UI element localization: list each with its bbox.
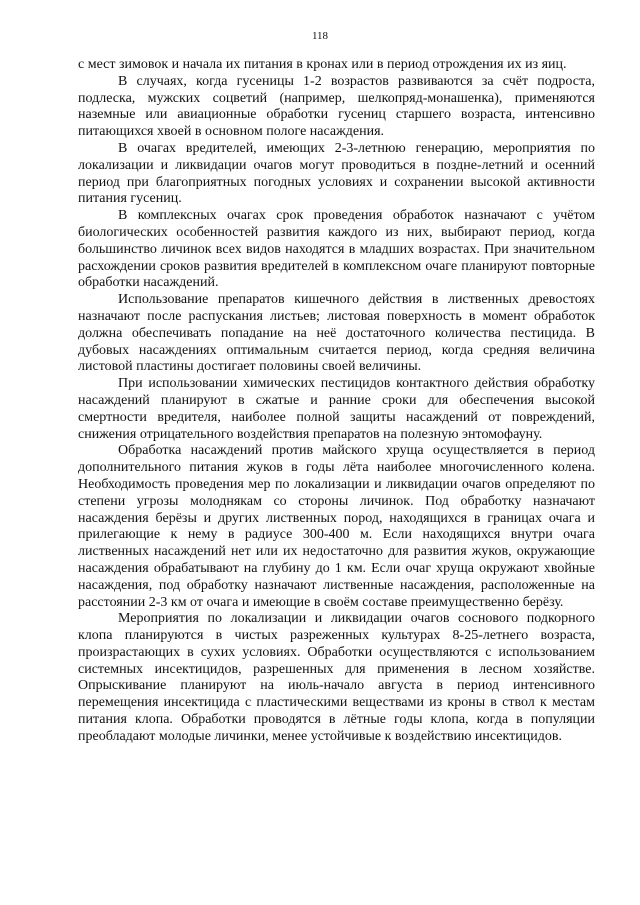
paragraph-6: При использовании химических пестицидов контактного действия обработку насаждений планируют в сжатые и ранние сроки для обеспечения высокой смертности вредителя, наиболее полной защиты насаждений от повреждений, снижения отрицательного воздействия препаратов на полезную энтомофауну. [78, 376, 595, 442]
paragraph-5: Использование препаратов кишечного действия в лиственных древостоях назначают после распускания листьев; листовая поверхность в момент обработок должна обеспечивать попадание на неё достаточного количества пестицида. В дубовых насаждениях оптимальным считается период, когда средняя величина листовой пластины достигает половины своей величины. [78, 292, 595, 375]
paragraph-3: В очагах вредителей, имеющих 2-3-летнюю генерацию, мероприятия по локализации и ликвидации очагов могут проводиться в поздне-летний и осенний период при благоприятных погодных условиях и сохранении высокой активности питания гусениц. [78, 140, 595, 207]
paragraph-2: В случаях, когда гусеницы 1-2 возрастов развиваются за счёт подроста, подлеска, мужских соцветий (например, шелкопряд-монашенка), применяются наземные или авиационные обработки гусениц старшего возраста, интенсивно питающихся хвоей в основном пологе насаждения. [78, 73, 595, 140]
body-text [78, 57, 595, 746]
page-number: 118 [311, 30, 329, 42]
paragraph-1: с мест зимовок и начала их питания в кронах или в период отрождения их из яиц. [78, 57, 567, 72]
paragraph-7: Обработка насаждений против майского хруща осуществляется в период дополнительного питания жуков в годы лёта наиболее многочисленного колена. Необходимость проведения мер по локализации и ликвидации очагов определяют по степени угрозы молоднякам со стороны личинок. Под обработку назначают насаждения берёзы и других лиственных пород, находящихся в границах очага и прилегающие к нему в радиусе 300-400 м. Если находящихся внутри очага лиственных насаждений нет или их недостаточно для развития жуков, окружающие насаждения обрабатывают на глубину до 1 км. Если очаг хруща окружают хвойные насаждения, под обработку назначают лиственные насаждения, расположенные на расстоянии 2-3 км от очага и имеющие в своём составе преимущественно берёзу. [78, 443, 595, 610]
paragraph-8: Мероприятия по локализации и ликвидации очагов соснового подкорного клопа планируются в чистых разреженных культурах 8-25-летнего возраста, произрастающих в сухих условиях. Обработки осуществляются с использованием системных инсектицидов, разрешенных для применения в лесном хозяйстве. Опрыскивание планируют на июль-начало августа в период интенсивного перемещения инсектицида с пластическими веществами из кроны в ствол к местам питания клопа. Обработки проводятся в лётные годы клопа, когда в популяции преобладают молодые личинки, менее устойчивые к воздействию инсектицидов. [78, 611, 595, 744]
paragraph-4: В комплексных очагах срок проведения обработок назначают с учётом биологических особенностей развития каждого из них, выбирают период, когда большинство личинок всех видов находятся в младших возрастах. При значительном расхождении сроков развития вредителей в комплексном очаге планируют повторные обработки насаждений. [78, 208, 595, 291]
